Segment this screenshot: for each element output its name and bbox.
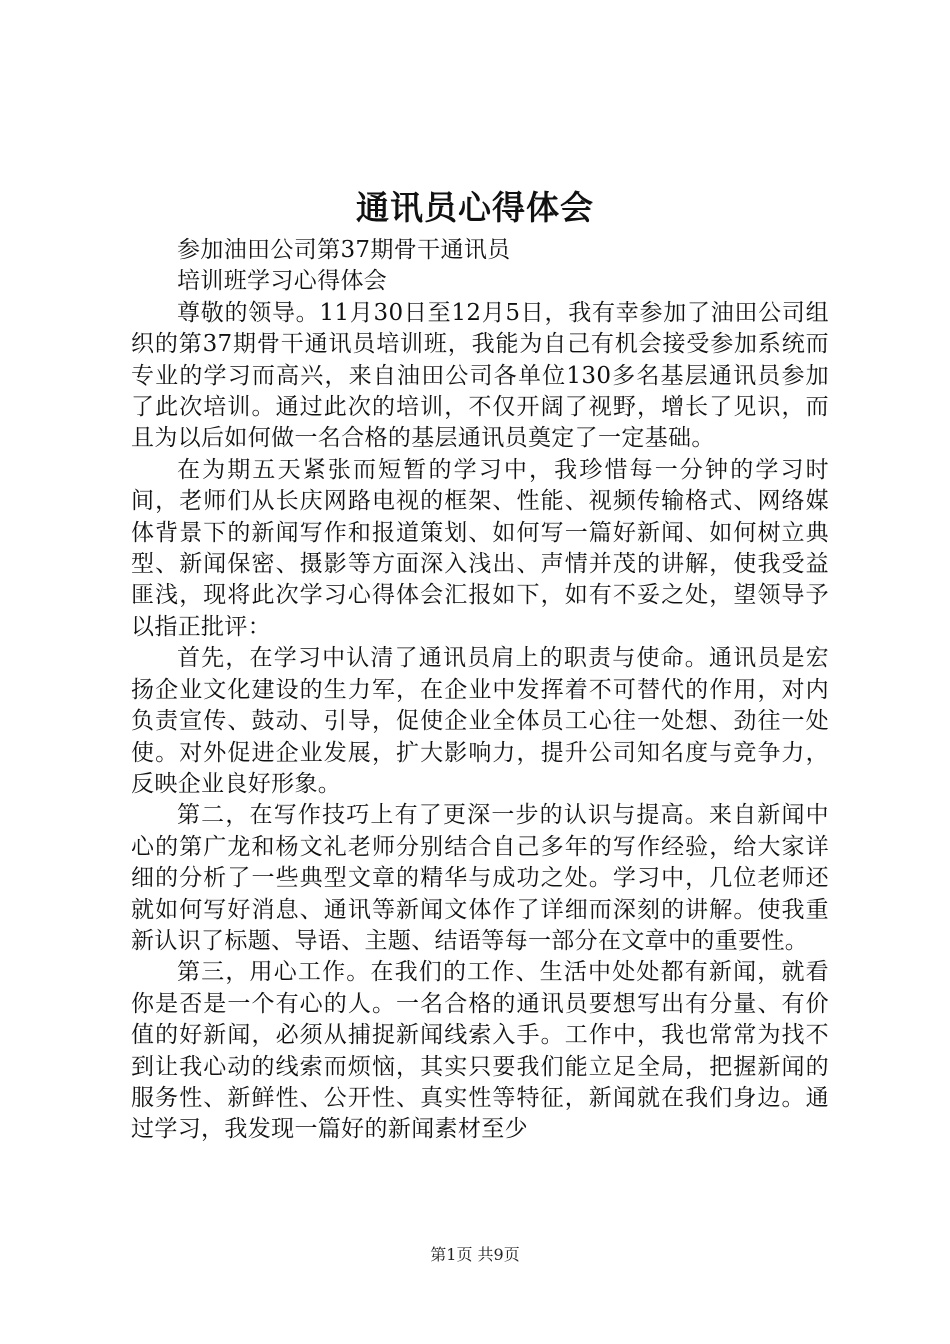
paragraph-first-point: 首先，在学习中认清了通讯员肩上的职责与使命。通讯员是宏扬企业文化建设的生力军，在企业中发挥着不可替代的作用，对内负责宣传、鼓动、引导，促使企业全体员工心往一处想、劲往一处使。对外促进企业发展，扩大影响力，提升公司知名度与竞争力，反映企业良好形象。 [131,645,829,797]
paragraph-second-point: 第二，在写作技巧上有了更深一步的认识与提高。来自新闻中心的第广龙和杨文礼老师分别结合自己多年的写作经验，给大家详细的分析了一些典型文章的精华与成功之处。学习中，几位老师还就如何写好消息、通讯等新闻文体作了详细而深刻的讲解。使我重新认识了标题、导语、主题、结语等每一部分在文章中的重要性。 [131,802,829,954]
page-number-footer: 第1页 共9页 [430,1245,520,1264]
paragraph-subtitle-line-2: 培训班学习心得体会 [177,268,388,295]
paragraph-third-point: 第三，用心工作。在我们的工作、生活中处处都有新闻，就看你是否是一个有心的人。一名合格的通讯员要想写出有分量、有价值的好新闻，必须从捕捉新闻线索入手。工作中，我也常常为找不到让我心动的线索而烦恼，其实只要我们能立足全局，把握新闻的服务性、新鲜性、公开性、真实性等特征，新闻就在我们身边。通过学习，我发现一篇好的新闻素材至少 [131,959,829,1143]
paragraph-greeting: 尊敬的领导。11月30日至12月5日，我有幸参加了油田公司组织的第37期骨干通讯员培训班，我能为自己有机会接受参加系统而专业的学习而高兴，来自油田公司各单位130多名基层通讯员参加了此次培训。通过此次的培训，不仅开阔了视野，增长了见识，而且为以后如何做一名合格的基层通讯员奠定了一定基础。 [131,299,829,452]
paragraph-study-overview: 在为期五天紧张而短暂的学习中，我珍惜每一分钟的学习时间，老师们从长庆网路电视的框架、性能、视频传输格式、网络媒体背景下的新闻写作和报道策划、如何写一篇好新闻、如何树立典型、新闻保密、摄影等方面深入浅出、声情并茂的讲解，使我受益匪浅，现将此次学习心得体会汇报如下，如有不妥之处，望领导予以指正批评： [131,456,829,640]
paragraph-subtitle-line-1: 参加油田公司第37期骨干通讯员 [177,237,511,263]
document-body [131,235,829,1146]
document-title: 通讯员心得体会 [356,188,594,227]
